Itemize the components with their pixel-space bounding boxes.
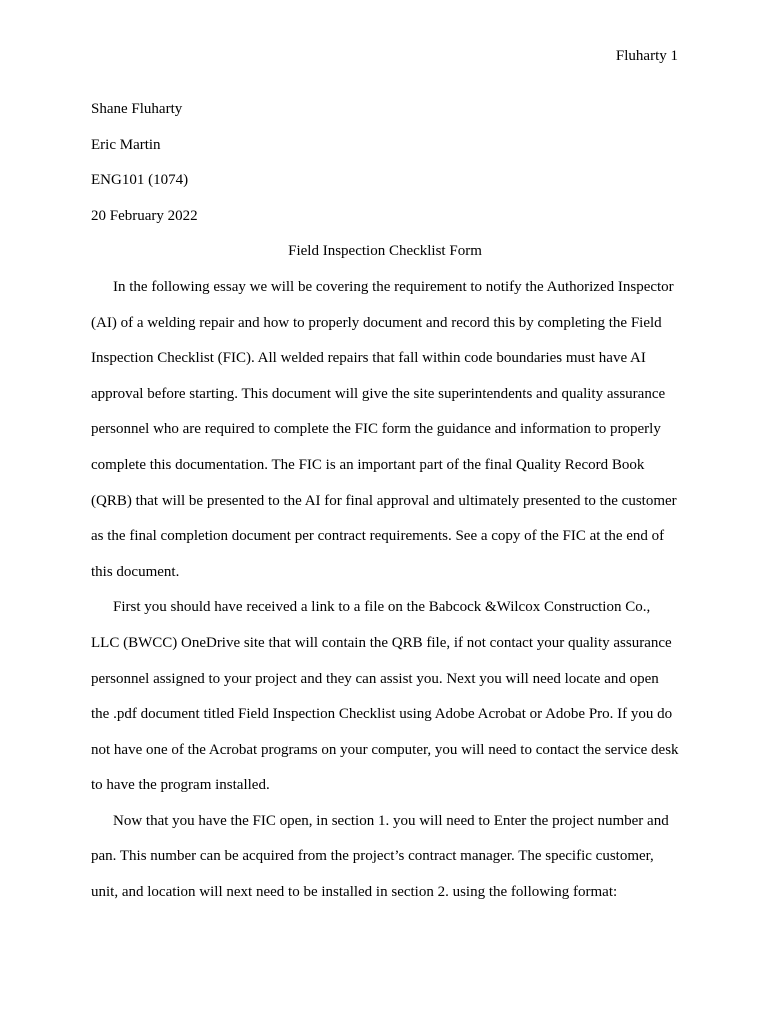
paragraph-2: First you should have received a link to a file on the Babcock &Wilcox Construction Co., LLC (BWCC) OneDrive site that will contain the QRB file, if not contact your quality assurance personnel assigned to your project and they can assist you. Next you will need locate and open the .pdf document titled Field Inspection Checklist using Adobe Acrobat or Adobe Pro. If you do not have one of the Acrobat programs on your computer, you will need to contact the service desk to have the program installed. bbox=[91, 599, 679, 794]
paragraph-3: Now that you have the FIC open, in section 1. you will need to Enter the project number and pan. This number can be acquired from the project’s contract manager. The specific customer, unit, and location will next need to be installed in section 2. using the following format: bbox=[91, 812, 669, 901]
running-header: Fluharty 1 bbox=[615, 48, 678, 64]
instructor-name: Eric Martin bbox=[91, 136, 161, 153]
submission-date: 20 February 2022 bbox=[91, 207, 198, 224]
paragraph-1: In the following essay we will be covering the requirement to notify the Authorized Inspector (AI) of a welding repair and how to properly document and record this by completing the Field Inspection Checklist (FIC). All welded repairs that fall within code boundaries must have AI approval before starting. This document will give the site superintendents and quality assurance personnel who are required to complete the FIC form the guidance and information to properly complete this documentation. The FIC is an important part of the final Quality Record Book (QRB) that will be presented to the AI for final approval and ultimately presented to the customer as the final completion document per contract requirements. See a copy of the FIC at the end of this document. bbox=[91, 278, 677, 580]
document-body bbox=[91, 92, 679, 911]
essay-title: Field Inspection Checklist Form bbox=[288, 243, 482, 260]
course-name: ENG101 (1074) bbox=[91, 172, 189, 189]
student-name: Shane Fluharty bbox=[91, 101, 183, 117]
